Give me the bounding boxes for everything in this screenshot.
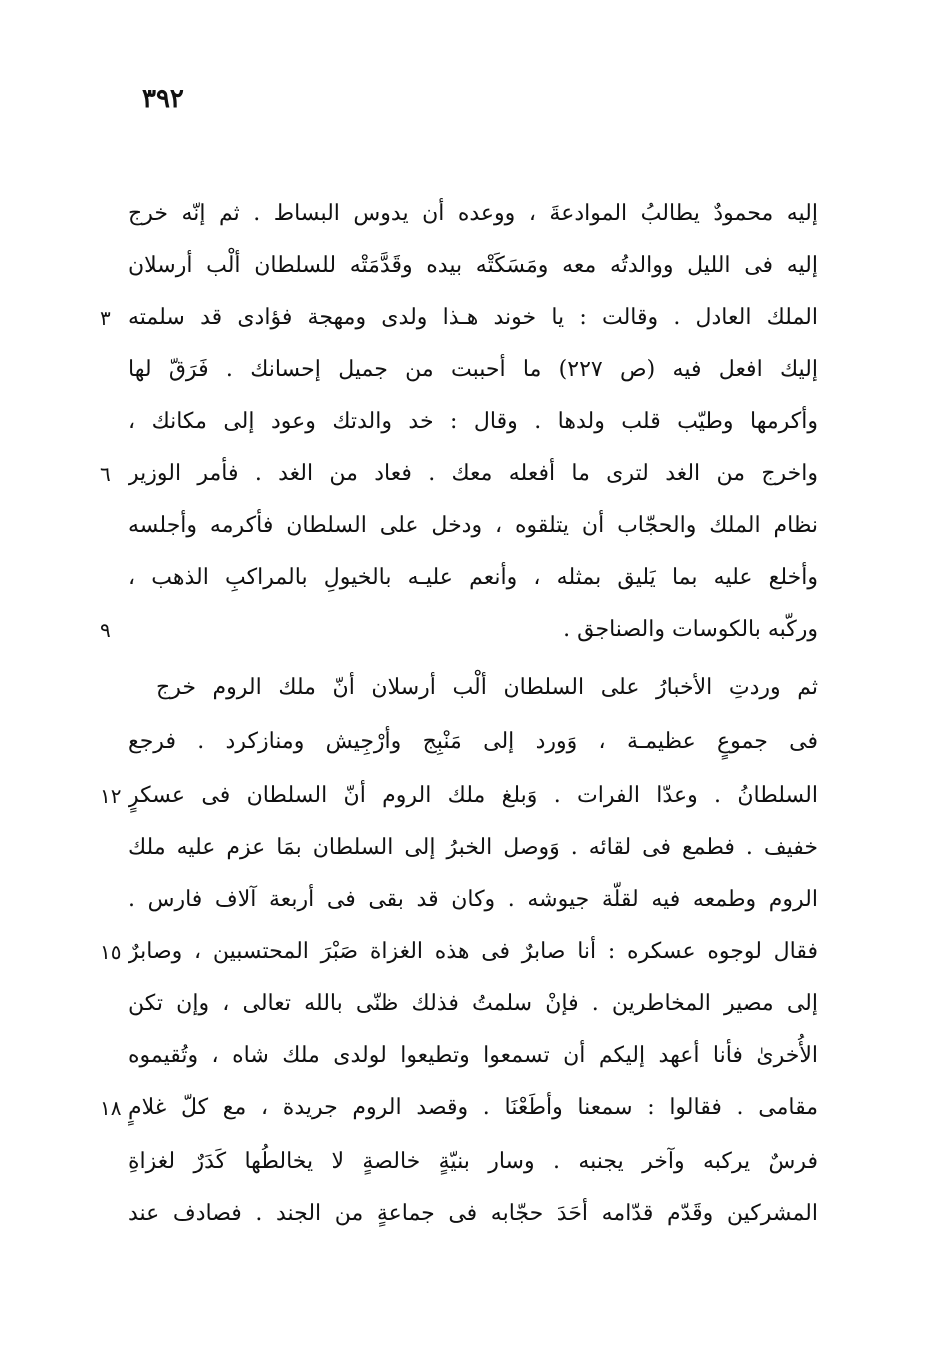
page-number: ٣٩٢ [142, 84, 184, 114]
text-line [100, 660, 818, 716]
text-line [100, 924, 818, 980]
text-line [100, 550, 818, 606]
line-number: ١٢ [100, 784, 122, 808]
line-text: فرسٌ يركبه وآخر يجنبه . وسار بنيّةٍ خالصةٍ لا يخالطُها كَدَرٌ لغزاةِ [128, 1149, 818, 1174]
line-text: السلطانُ . وعدّا الفرات . وَبلغ ملك الروم أنّ السلطان فى عسكرٍ [128, 783, 818, 808]
line-text: فقال لوجوه عسكره : أنا صابرٌ فى هذه الغزاة صَبْرَ المحتسبين ، وصابرٌ [128, 939, 818, 964]
line-text: فى جموعٍ عظيمـة ، وَورد إلى مَنْبِج وأرْجِيش ومنازكرد . فرجع [128, 729, 818, 754]
line-text: ثم وردتِ الأخبارُ على السلطان ألْب أرسلان أنّ ملك الروم خرج [156, 675, 818, 700]
line-text: نظام الملك والحجّاب أن يتلقوه ، ودخل على السلطان فأكرمه وأجلسه [128, 513, 818, 538]
line-text: خفيف . فطمع فى لقائه . وَوصل الخبرُ إلى السلطان بمَا عزم عليه ملك [128, 835, 818, 860]
line-text: وأكرمها وطيّب قلب ولدها . وقال : خد والدتك وعود إلى مكانك ، [128, 409, 818, 434]
line-text: مقامى . فقالوا : سمعنا وأطَعْنَا . وقصد الروم جريدة ، مع كلّ غلامٍ [128, 1095, 818, 1120]
line-number: ٩ [100, 618, 111, 642]
text-line [100, 602, 818, 658]
line-number: ١٨ [100, 1096, 122, 1120]
text-line [100, 1186, 818, 1242]
text-line [100, 872, 818, 928]
text-line [100, 1028, 818, 1084]
line-text: الملك العادل . وقالت : يا خوند هـذا ولدى ومهجة فؤادى قد سلمته [128, 305, 818, 330]
line-text: الأُخرىٰ فأنا أعهد إليكم أن تسمعوا وتطيعوا لولدى ملك شاه ، وتُقيموه [128, 1043, 818, 1068]
line-number: ١٥ [100, 940, 122, 964]
line-text: إليه محمودٌ يطالبُ الموادعةَ ، ووعده أن يدوس البساط . ثم إنّه خرج [128, 201, 818, 226]
line-number: ٣ [100, 306, 111, 330]
line-text: إلى مصير المخاطرين . فإنْ سلمتُ فذلك ظنّى بالله تعالى ، وإن تكن [128, 991, 818, 1016]
text-line [100, 976, 818, 1032]
text-line [100, 186, 818, 242]
line-number: ٦ [100, 462, 111, 486]
text-line [100, 342, 818, 398]
text-line [100, 290, 818, 346]
text-line [100, 498, 818, 554]
text-line [100, 1080, 818, 1136]
line-text: وأخلع عليه بما يَليق بمثله ، وأنعم عليـه بالخيولِ بالمراكبِ الذهب ، [128, 565, 818, 590]
line-text: إليك افعل فيه (ص ٢٢٧) ما أحببت من جميل إحسانك . فَرَقّ لها [128, 357, 818, 382]
text-line [100, 394, 818, 450]
text-line [100, 714, 818, 770]
text-line [100, 238, 818, 294]
line-text: وركّبه بالكوسات والصناجق . [563, 617, 818, 642]
text-line [100, 768, 818, 824]
text-line [100, 1134, 818, 1190]
text-line [100, 446, 818, 502]
line-text: المشركين وقَدّم قدّامه أحَدَ حجّابه فى جماعةٍ من الجند . فصادف عند [128, 1201, 818, 1226]
line-text: واخرج من الغد لترى ما أفعله معك . فعاد من الغد . فأمر الوزير [128, 461, 818, 486]
line-text: الروم وطمعه فيه لقلّة جيوشه . وكان قد بقى فى أربعة آلاف فارس . [128, 887, 818, 912]
text-line [100, 820, 818, 876]
line-text: إليه فى الليل ووالدتُه معه ومَسَكَتْه بيده وقَدَّمَتْه للسلطان ألْب أرسلان [128, 253, 818, 278]
